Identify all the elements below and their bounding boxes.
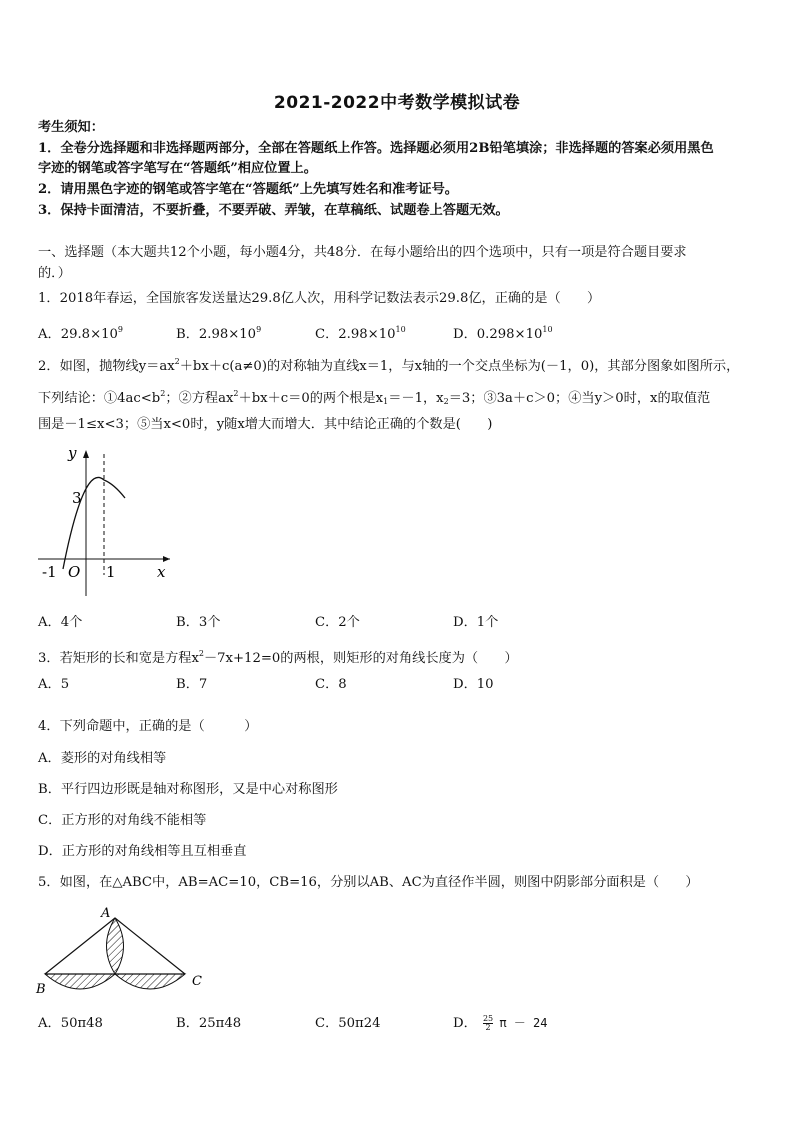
q3-option-b[interactable]: B．7	[176, 677, 208, 692]
q1-option-b[interactable]: B．$2.98\times 10^9$	[176, 325, 262, 342]
origin-label: O	[68, 563, 81, 581]
q5-option-c[interactable]: C．50π24	[315, 1016, 381, 1031]
y-axis-label: y	[68, 444, 77, 462]
shaded-region-middle	[107, 918, 124, 974]
shaded-region-left	[45, 974, 115, 989]
section-heading-line-1: 一、选择题（本大题共12个小题，每小题4分，共48分．在每小题给出的四个选项中，只有一项是符合题目要求	[38, 245, 687, 260]
tick-label-1: 1	[106, 563, 116, 581]
side-ab	[45, 918, 115, 974]
q3-options	[38, 675, 760, 694]
q1-option-c[interactable]: C．$2.98\times 10^{10}$	[315, 325, 406, 342]
q1-option-d[interactable]: D．$0.298\times 10^{10}$	[453, 325, 553, 342]
q1-option-a[interactable]: A．$29.8\times 10^9$	[38, 325, 123, 342]
vertex-label-c: C	[192, 974, 202, 989]
vertex-label-b: B	[36, 982, 46, 997]
notice-line-4: 3．保持卡面清洁，不要折叠，不要弄破、弄皱，在草稿纸、试题卷上答题无效。	[38, 203, 509, 218]
q2-option-c[interactable]: C．2个	[315, 615, 360, 630]
q5-option-b[interactable]: B．25π48	[176, 1016, 242, 1031]
q3-option-a[interactable]: A．5	[38, 677, 70, 692]
q1-options	[38, 320, 760, 342]
notice-line-3: 2．请用黑色字迹的钢笔或答字笔在“答题纸”上先填写姓名和准考证号。	[38, 182, 458, 197]
notice-line-2: 字迹的钢笔或答字笔写在“答题纸”相应位置上。	[38, 161, 317, 176]
q5-stem: 5．如图，在△ABC中，AB=AC=10，CB=16，分别以AB、AC为直径作半圆，则图中阴影部分面积是（ ）	[38, 875, 699, 890]
x-axis-arrow-icon	[163, 556, 170, 562]
q3-option-c[interactable]: C．8	[315, 677, 347, 692]
q4-stem: 4．下列命题中，正确的是（ ）	[38, 719, 258, 734]
q5-options	[38, 1014, 760, 1033]
q5-option-d-fraction: $\frac{25}{2}$	[482, 1014, 494, 1032]
q2-options	[38, 613, 760, 632]
tick-label-neg1: -1	[42, 563, 57, 581]
section-heading-line-2: 的．）	[38, 266, 71, 281]
q5-option-a[interactable]: A．50π48	[38, 1016, 103, 1031]
page-title: 2021-2022中考数学模拟试卷	[273, 93, 521, 113]
vertex-label-a: A	[101, 906, 111, 921]
q2-option-b[interactable]: B．3个	[176, 615, 221, 630]
side-ac	[115, 918, 185, 974]
q2-stem-line-3: 围是－1≤x<3；⑤当x<0时，y随x增大而增大．其中结论正确的个数是( )	[38, 417, 493, 432]
q2-stem-line-1: 2．如图，抛物线$y=ax^2+bx+c(a\ne 0)$的对称轴为直线x＝1，与x轴的一个交点坐标为(－1，0)，其部分图象如图所示，	[38, 357, 740, 374]
q3-stem: 3．若矩形的长和宽是方程$x^2-7x+12=0$的两根，则矩形的对角线长度为（ ）	[38, 649, 518, 666]
q4-option-c[interactable]: C．正方形的对角线不能相等	[38, 813, 207, 828]
parabola-graph	[30, 440, 180, 600]
q4-option-d[interactable]: D．正方形的对角线相等且互相垂直	[38, 844, 247, 859]
q3-option-d[interactable]: D．10	[453, 677, 494, 692]
triangle-semicircles-figure	[30, 900, 220, 1000]
y-axis-arrow-icon	[83, 450, 89, 458]
q2-option-a[interactable]: A．4个	[38, 615, 83, 630]
q1-stem: 1．2018年春运，全国旅客发送量达29.8亿人次，用科学记数法表示29.8亿，正确的是（ ）	[38, 291, 601, 306]
tick-label-3: 3	[72, 489, 82, 507]
q2-option-d[interactable]: D．1个	[453, 615, 499, 630]
q4-option-a[interactable]: A．菱形的对角线相等	[38, 751, 167, 766]
q2-stem-line-2: 下列结论：$①4ac<b^2$；②方程$ax^2+bx+c=0$的两个根是$x_1=-1$，$x_2=3$；③3a＋c＞0；④当y＞0时，x的取值范	[38, 389, 711, 406]
q5-option-d[interactable]: D． $\frac{25}{2}$ π － 24	[453, 1014, 548, 1032]
notice-line-1: 1．全卷分选择题和非选择题两部分，全部在答题纸上作答。选择题必须用2B铅笔填涂；非选择题的答案必须用黑色	[38, 141, 714, 156]
shaded-region-right	[115, 974, 185, 989]
notice-heading: 考生须知：	[38, 120, 104, 135]
x-axis-label: x	[157, 563, 166, 581]
q4-option-b[interactable]: B．平行四边形既是轴对称图形，又是中心对称图形	[38, 782, 338, 797]
